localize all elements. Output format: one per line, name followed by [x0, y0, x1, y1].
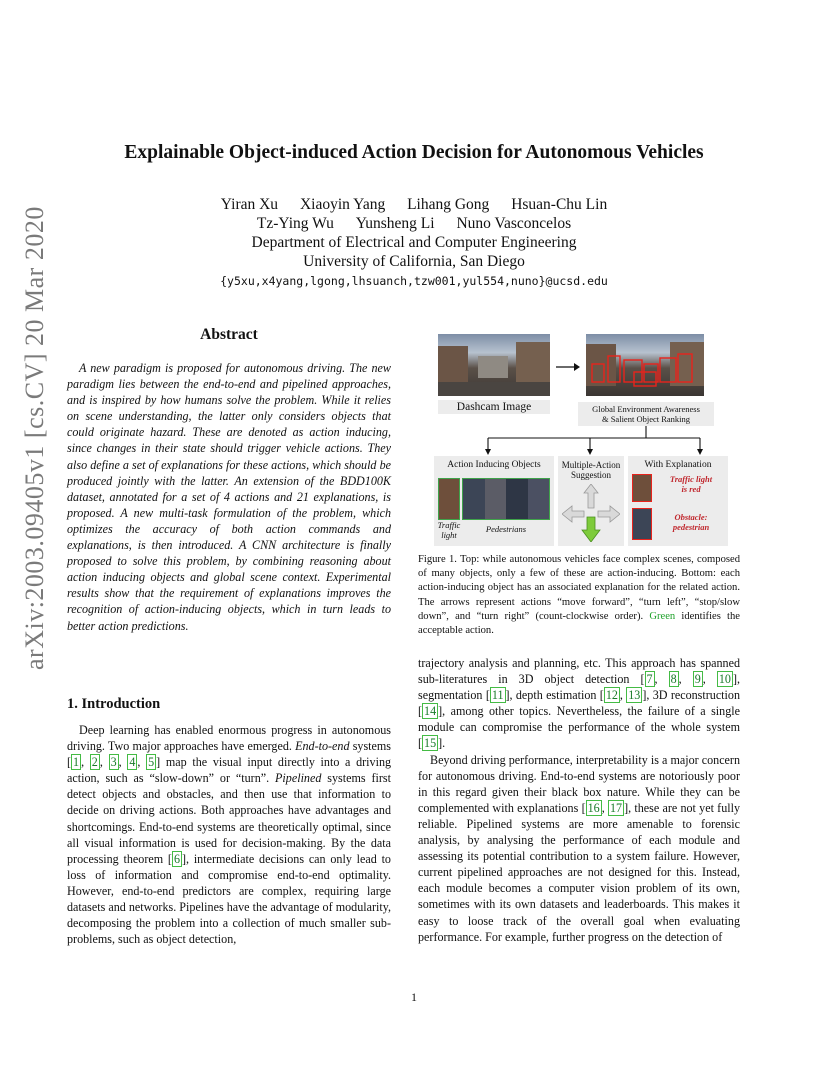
abstract-text: A new paradigm is proposed for autonomous driving. The new paradigm lies between the end-to-end and pipelined approaches, and is inspired by how humans solve the problem. While it relies on scene understanding, the latter only considers objects that could originate hazard. These are denoted as action inducing, since changes in their state should trigger vehicle actions. They also define a set of explanations for these actions, which should be produced jointly with the latter. An extension of the BDD100K dataset, annotated for a set of 4 actions and 21 explanations, is proposed. A new multi-task formulation of the problem, which optimizes the accuracy of both action commands and explanations, is then introduced. A CNN architecture is finally proposed to solve this problem, by combining reasoning about action inducing objects and global scene context. Experimental results show that the requirement of explanations improves the recognition of action-inducing objects, which in turn leads to better action predictions. [67, 361, 391, 633]
traffic-light-caption: Traffic light [437, 520, 461, 540]
explanation-obstacle-text: Obstacle: pedestrian [672, 512, 710, 532]
author-name: Nuno Vasconcelos [456, 215, 572, 232]
citation-link[interactable]: 11 [491, 688, 504, 703]
branch-connector [478, 426, 708, 456]
caption-green-word: Green [649, 610, 676, 622]
explanation-traffic-crop [632, 474, 652, 502]
citation-link[interactable]: 9 [694, 672, 701, 687]
author-emails: {y5xu,x4yang,lgong,lhsuanch,tzw001,yul554,nuno}@ucsd.edu [220, 274, 608, 288]
paper-title: Explainable Object-induced Action Decision for Autonomous Vehicles [124, 142, 704, 163]
dashcam-image [438, 334, 550, 396]
detection-boxes [586, 334, 704, 396]
abstract-heading: Abstract [200, 326, 258, 343]
traffic-light-crop [438, 478, 460, 520]
citation-link[interactable]: 4 [129, 755, 136, 770]
section-heading-introduction: 1. Introduction [67, 696, 161, 712]
affiliation-university: University of California, San Diego [303, 253, 525, 270]
author-name: Yiran Xu [220, 196, 279, 213]
multiple-action-label: Multiple-Action Suggestion [561, 460, 621, 480]
introduction-body [67, 722, 391, 947]
citation-link[interactable]: 5 [148, 755, 155, 770]
author-name: Tz-Ying Wu [256, 215, 334, 232]
authors-line-1 [0, 196, 828, 214]
citation-link[interactable]: 15 [424, 736, 437, 751]
global-awareness-label: Global Environment Awareness & Salient Object Ranking [578, 402, 714, 426]
arxiv-identifier: arXiv:2003.09405v1 [cs.CV] 20 Mar 2020 [20, 206, 49, 670]
dashcam-label: Dashcam Image [438, 400, 550, 414]
author-name: Xiaoyin Yang [299, 196, 386, 213]
explanation-panel [628, 456, 728, 546]
intro-paragraph: Deep learning has enabled enormous progress in autonomous driving. Two major approaches have emerged. End-to-end systems [ 1 , 2 , 3 , 4 , 5 ] map the visual input directly into a driving action, such as “slow-down” or “turn”. Pipelined systems first detect objects and obstacles, and then use that information to decide on driving actions. Both approaches have advantages and shortcomings. End-to-end systems are theoretically optimal, since all visual information is used for decision-making. By the data processing theorem [ 6 ], intermediate decisions can only lead to loss of information and compromise end-to-end optimality. However, end-to-end predictors are complex, requiring large datasets and networks. Pipelines have the advantage of modularity, decomposing the problem into a collection of much smaller sub-problems, such as object detection, [67, 723, 392, 947]
citation-link[interactable]: 3 [110, 755, 117, 770]
arrow-right-icon [554, 362, 580, 372]
body-paragraph: trajectory analysis and planning, etc. This approach has spanned sub-literatures in 3D object detection [ 7 , 8 , 9 , 10 ], segmentation [ 11 ], depth estimation [ 12 , 13 ], 3D reconstruction [ 14 ], among other topics. Nevertheless, the failure of a single module can compromise the performance of the whole system [ 15 ]. [418, 656, 741, 751]
affiliation-department: Department of Electrical and Computer Engineering [251, 234, 577, 251]
citation-link[interactable]: 12 [605, 688, 618, 703]
pedestrians-caption: Pedestrians [485, 524, 527, 534]
right-column-body [418, 655, 740, 945]
page-number: 1 [411, 990, 417, 1004]
author-name: Hsuan-Chu Lin [511, 196, 608, 213]
explanation-label: With Explanation [644, 460, 712, 470]
citation-link[interactable]: 13 [628, 688, 641, 703]
explanation-traffic-text: Traffic light is red [669, 474, 713, 494]
explanation-pedestrian-crop [632, 508, 652, 540]
figure-1 [418, 330, 740, 548]
citation-link[interactable]: 1 [73, 755, 80, 770]
action-arrows-icon [562, 484, 620, 542]
author-name: Lihang Gong [407, 196, 490, 213]
citation-link[interactable]: 10 [718, 672, 731, 687]
citation-link[interactable]: 16 [587, 800, 600, 815]
figure-1-caption: Figure 1. Top: while autonomous vehicles face complex scenes, composed of many objects, only a few of these are action-inducing. Bottom: each action-inducing object has an associated explanation for the related action. The arrows represent actions “move forward”, “turn left”, “stop/slow down”, and “turn right” (count-clockwise order). Green identifies the acceptable action. [418, 554, 740, 637]
salient-object-image [586, 334, 704, 396]
action-inducing-objects-panel [434, 456, 554, 546]
citation-link[interactable]: 8 [670, 672, 677, 687]
pedestrians-crop [462, 478, 550, 520]
action-inducing-objects-label: Action Inducing Objects [447, 460, 541, 470]
multiple-action-panel [558, 456, 624, 546]
body-paragraph: Beyond driving performance, interpretability is a major concern for autonomous driving. End-to-end systems are notoriously poor in this regard given their black box nature. While they can be complemented with explanations [ 16 , 17 ], these are not yet fully reliable. Pipelined systems are more amenable to forensic analysis, by analysing the performance of each module and assessing its potential contribution to a system failure. However, current pipelined approaches are not designed for this. Instead, each module becomes a computer vision problem of its own, sometimes with its own datasets and leaderboards. This makes it easy to loose track of the overall goal when evaluating performance. For example, further progress on the detection of [418, 752, 741, 944]
citation-link[interactable]: 17 [609, 800, 623, 815]
citation-link[interactable]: 6 [173, 851, 180, 866]
authors-line-2 [0, 215, 828, 233]
citation-link[interactable]: 14 [424, 704, 437, 719]
author-name: Yunsheng Li [355, 215, 435, 232]
citation-link[interactable]: 2 [91, 755, 98, 770]
citation-link[interactable]: 7 [646, 672, 653, 687]
